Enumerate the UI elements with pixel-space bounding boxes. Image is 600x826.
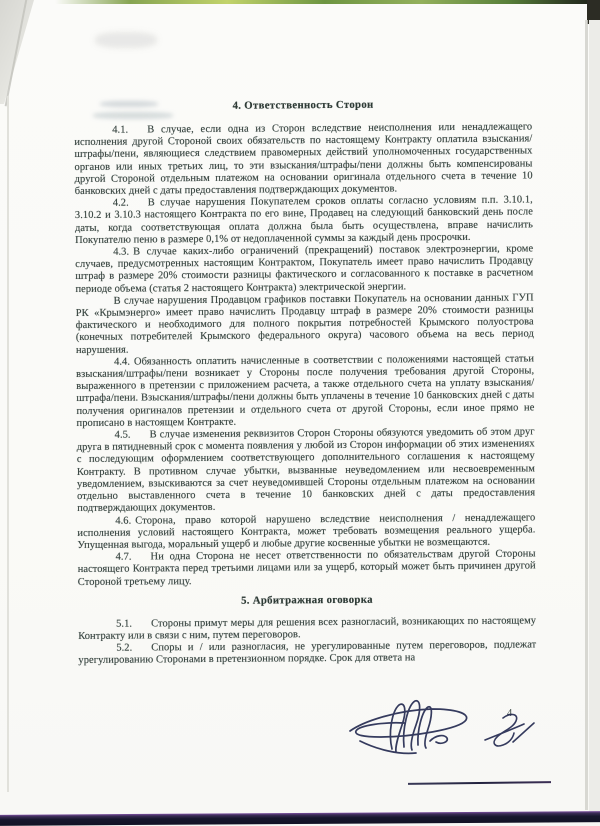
clause-4-1 [74,121,533,198]
clause-text: В случае, если одна из Сторон вследствие неисполнения или ненадлежащего исполнения другой Стороной своих обязательств по настоящему Контракту оплатила взыскания/штрафы/пени, являющиеся следствием правомерных действий уполномоченных государственных органов или иных третьих лиц, то эти взыскания/штрафы/пени должны быть компенсированы другой Стороной отдельным платежом на основании оригинала отдельного счета в течение 10 банковских дней с даты предоставления подтверждающих документов. [74,121,533,198]
clause-4-3-continued [76,292,534,357]
clause-4-5 [77,426,536,515]
clause-number: 4.1. [112,124,129,136]
clause-text: В случае нарушения Покупателем сроков оплаты согласно условиям п.п. 3.10.1, 3.10.2 и 3.10.3 настоящего Контракта по его вине, Продавец на следующий банковский день после даты, когда соответствующая оплата должна была быть осуществлена, вправе начислить Покупателю пеню в размере 0,1% от недоплаченной суммы за каждый день просрочки. [74,194,534,246]
clause-text: Ни одна Сторона не несет ответственности по обязательствам другой Стороны настоящего Контракта перед третьими лицами или за ущерб, который может быть причинен другой Стороной третьему лицу. [77,548,536,588]
clause-number: 4.2. [112,197,129,209]
scan-top-edge-strip [55,0,594,4]
section-4-heading: 4. Ответственность Сторон [232,98,374,112]
clause-4-3 [75,243,533,295]
clause-5-1 [78,615,536,643]
scan-right-margin [589,20,600,814]
clause-text: Обязанность оплатить начисленные в соответствии с положениями настоящей статьи взыскания/штрафы/пени возникает у Стороны после получения требования другой Стороны, выраженного в претензии с приложением расчета, а также отдельного счета на уплату взыскания/штрафа/пени. Взыскания/штрафы/пени должны быть уплачены в течение 10 банковских дней с даты получения оригиналов претензии и отдельного счета от другой Стороны, если иное прямо не прописано в настоящем Контракте. [76,353,535,429]
clause-number: 5.2. [116,642,133,654]
clause-4-7 [78,548,536,588]
paper-right-edge-line [585,20,588,810]
page-number: 4 [507,708,513,719]
clause-number: 4.3. [113,246,130,258]
clause-number: 5.1. [116,618,133,630]
clause-number: 4.4. [114,356,131,368]
clause-4-4 [76,353,535,430]
clause-text: Стороны примут меры для решения всех разногласий, возникающих по настоящему Контракту или в связи с ним, путем переговоров. [78,615,537,642]
clause-number: 4.5. [114,429,131,441]
scan-bottom-edge-strip [0,811,600,826]
clause-5-2 [78,640,536,668]
clause-4-2 [75,195,533,247]
clause-4-6 [77,512,535,552]
clause-text: Сторона, право которой нарушено вследствие неисполнения / ненадлежащего исполнения условий настоящего Контракта, может требовать возмещения реального ущерба. Упущенная выгода, моральный ущерб и любые другие косвенные убытки не возмещаются. [77,511,536,551]
section-5-heading: 5. Арбитражная оговорка [241,593,373,607]
clause-text: Споры и / или разногласия, не урегулированные путем переговоров, подлежат урегулированию Сторонами в претензионном порядке. Срок для ответа на [78,639,537,667]
clause-text: В случае изменения реквизитов Сторон Стороны обязуются уведомить об этом друг друга в пятидневный срок с момента появления у любой из Сторон информации об этих изменениях с последующим оформлением соответствующего дополнительного соглашения к настоящему Контракту. В противном случае убытки, вызванные неуведомлением или несвоевременным уведомлением, взыскиваются за счет неуведомившей Стороны отдельным платежом на основании отдельно выставленного счета в течение 10 банковских дней с даты предоставления подтверждающих документов. [76,426,536,515]
clause-text: В случае каких-либо ограничений (прекращений) поставок электроэнергии, кроме случаев, предусмотренных настоящим Контрактом, Покупатель имеет право начислить Продавцу штраф в размере 20% стоимости разницы фактического и согласованного к поставке в расчетном периоде объема (статья 2 настоящего Контракта) электрической энергии. [75,243,534,295]
contract-text-block [74,97,536,667]
paper-left-edge-line [7,96,9,792]
signature-initials-scribble [479,709,539,755]
clause-number: 4.7. [115,551,132,563]
clause-number: 4.6. [115,515,132,527]
signature-main-scribble [346,697,484,763]
clause-text: В случае нарушения Продавцом графиков поставки Покупатель на основании данных ГУП РК «Крымэнерго» имеет право начислить Продавцу штраф в размере 20% стоимости разницы фактического и необходимого для полного покрытия потребностей Крымского полуострова (конечных потребителей Крымского федерального округа) часового объема на весь период нарушения. [75,292,534,356]
